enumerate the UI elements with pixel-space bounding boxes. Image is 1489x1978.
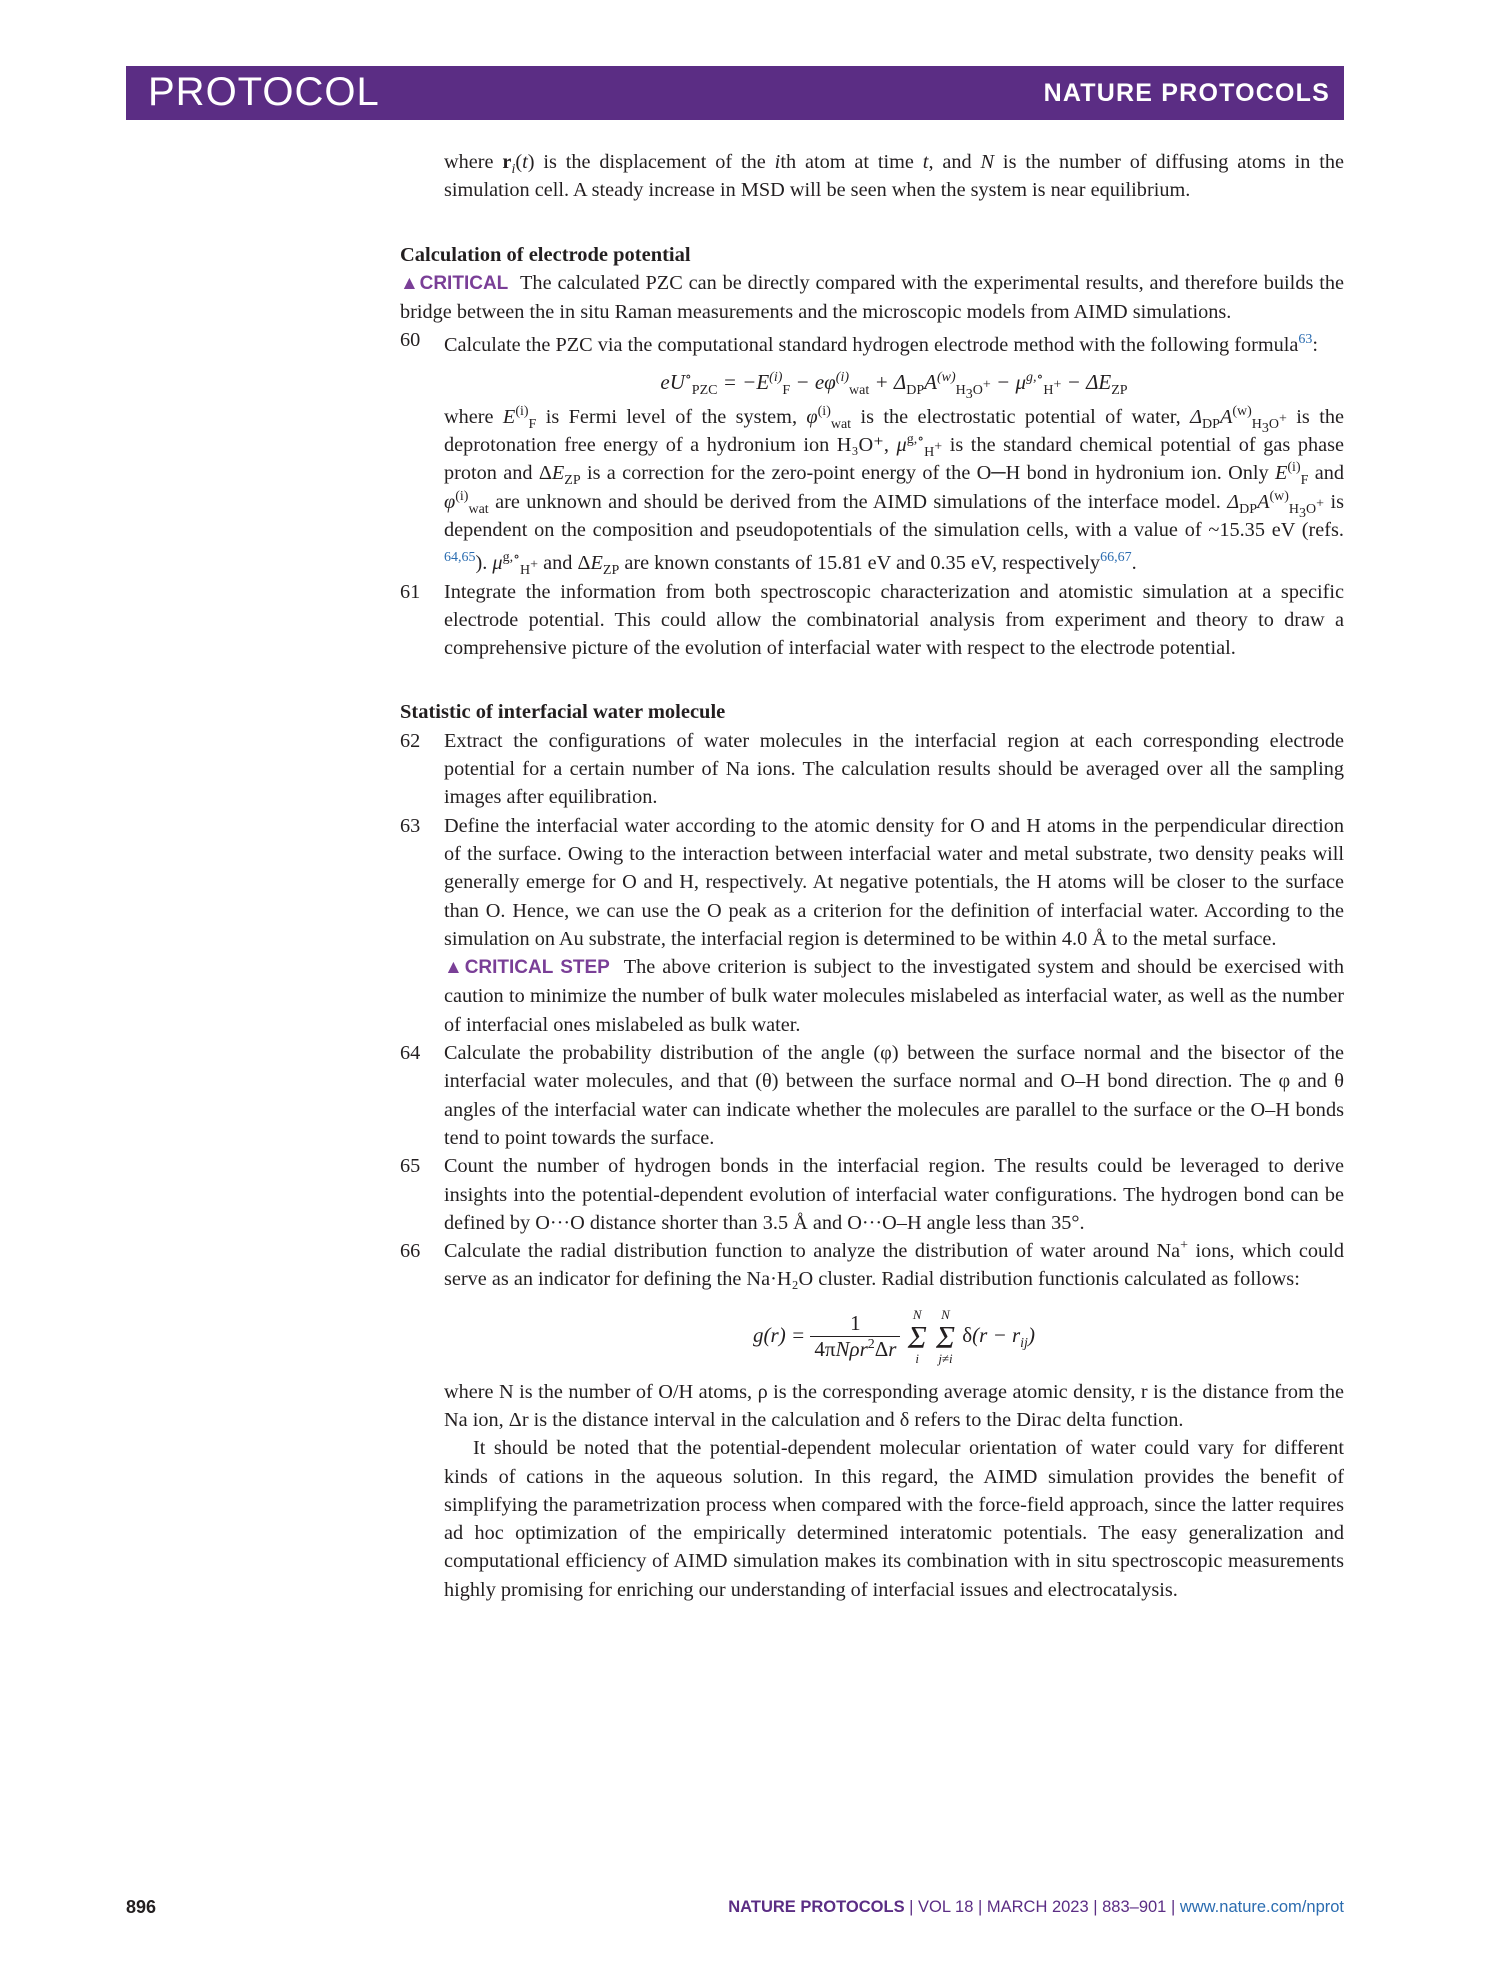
critical-step-note (444, 953, 1344, 1039)
step-65 (400, 1152, 1344, 1237)
step-61 (400, 578, 1344, 663)
step-62 (400, 727, 1344, 812)
step-number: 63 (400, 814, 421, 837)
step-text: Extract the configurations of water molecules in the interfacial region at each corresponding electrode potential for a certain number of Na ions. The calculation results should be averaged over all the sampling images after equilibration. (444, 729, 1344, 809)
critical-text: The calculated PZC can be directly compared with the experimental results, and therefore builds the bridge between the in situ Raman measurements and the microscopic models from AIMD simulations. (400, 271, 1345, 324)
step-number: 61 (400, 580, 421, 603)
header-banner (126, 66, 1344, 120)
critical-step-text: The above criterion is subject to the investigated system and should be exercised with caution to minimize the number of bulk water molecules mislabeled as interfacial water, as well as the number of interfacial ones mislabeled as bulk water. (444, 956, 1345, 1036)
step-text: Calculate the radial distribution function to analyze the distribution of water around Na+ ions, which could serve as an indicator for defining the Na·H₂O cluster. Radial distribution functionis calculated as follows: (444, 1238, 1344, 1291)
rdf-equation: g(r) = $\frac{1}{4\pi N\rho r^2\Delta r}$ N Σ i N Σ j≠i $\delta(r - r_{ij})$ (753, 1306, 1035, 1366)
critical-note (400, 269, 1344, 327)
intro-paragraph: where $r_i(t)$ is the displacement of the ith atom at time t, and N is the number of diffusing atoms in the simulation cell. A steady increase in MSD will be seen when the system is near equilibrium. (444, 151, 1345, 202)
step-text: Calculate the probability distribution of the angle (φ) between the surface normal and the bisector of the interfacial water molecules, and that (θ) between the surface normal and O–H bond direction. The φ and θ angles of the interfacial water can indicate whether the molecules are parallel to the surface or the O–H bonds tend to point towards the surface. (444, 1042, 1344, 1149)
step-66 (400, 1237, 1344, 1604)
step-text: Integrate the information from both spectroscopic characterization and atomistic simulation at a specific electrode potential. This could allow the combinatorial analysis from experiment and theory to draw a comprehensive picture of the evolution of interfacial water with respect to the electrode potential. (444, 580, 1344, 660)
section-heading-interfacial-water: Statistic of interfacial water molecule (400, 701, 726, 724)
critical-label: ▲CRITICAL (400, 272, 509, 294)
footer-url-link[interactable]: www.nature.com/nprot (1179, 1898, 1344, 1916)
footer-journal-name: NATURE PROTOCOLS (728, 1898, 905, 1916)
closing-paragraph: It should be noted that the potential-dependent molecular orientation of water could vary for different kinds of cations in the aqueous solution. In this regard, the AIMD simulation provides the benefit of simplifying the parametrization process when compared with the force-field approach, since the latter requires ad hoc optimization of the empirically determined interatomic potentials. The easy generalization and computational efficiency of AIMD simulation makes its combination with in situ spectroscopic measurements highly promising for enriching our understanding of interfacial issues and electrocatalysis. (444, 1437, 1344, 1601)
pzc-equation: $eU^\circ_{PZC} = -E^{(i)}_F - e\varphi^{(i)}_{wat} + \Delta_{DP}A^{(w)}_{H_3O^+} - \mu^{g,\circ}_{H^+} - \Delta E_{ZP}$ (660, 369, 1128, 402)
step-63 (400, 812, 1344, 1039)
step-number: 65 (400, 1155, 421, 1178)
section-heading-electrode-potential: Calculation of electrode potential (400, 243, 691, 266)
step-text: Calculate the PZC via the computational standard hydrogen electrode method with the following formula (444, 334, 1299, 357)
section-label: PROTOCOL (148, 70, 380, 114)
footer-pages: 883–901 (1102, 1898, 1167, 1916)
journal-label: NATURE PROTOCOLS (1043, 79, 1330, 107)
page-number: 896 (126, 1897, 157, 1917)
step-number: 60 (400, 329, 421, 352)
step-text: Define the interfacial water according to the atomic density for O and H atoms in the perpendicular direction of the surface. Owing to the interaction between interfacial water and metal substrate, two density peaks will generally emerge for O and H, respectively. At negative potentials, the H atoms will be closer to the surface than O. Hence, we can use the O peak as a criterion for the definition of interfacial water. According to the simulation on Au substrate, the interfacial region is determined to be within 4.0 Å to the metal surface. (444, 814, 1344, 950)
step-number: 66 (400, 1240, 421, 1263)
critical-step-label: ▲CRITICAL STEP (444, 957, 610, 979)
footer-volume: VOL 18 (918, 1898, 974, 1916)
step-64 (400, 1039, 1344, 1152)
rdf-explanation: where N is the number of O/H atoms, ρ is the corresponding average atomic density, r is the distance from the Na ion, Δr is the distance interval in the calculation and δ refers to the Dirac delta function. (444, 1380, 1344, 1431)
reference-link[interactable]: 66,67 (1100, 550, 1132, 566)
reference-link[interactable]: 63 (1298, 332, 1313, 348)
footer-citation: NATURE PROTOCOLS | VOL 18 | MARCH 2023 | 883–901 | www.nature.com/nprot (728, 1898, 1344, 1916)
step-number: 64 (400, 1042, 421, 1065)
footer-date: MARCH 2023 (986, 1898, 1089, 1916)
step-60: 60 Calculate the PZC via the computational standard hydrogen electrode method with the following formula$^{63}$: $eU^\circ_{PZC} = -E^{(i)}_F - e\varphi^{(i)}_{wat} + \Delta_{DP}A^{(w)}_{H_3O^+} - \mu^{g,\circ}_{H^+} - \Delta E_{ZP}$ where $E^{(i)}_F$ is Fermi level of the system, $\varphi^{(i)}_{wat}$ is the electrostatic potential of water, $\Delta_{DP}A^{(w)}_{H_3O^+}$ is the deprotonation free energy of a hydronium ion H₃O⁺, $\mu^{g,\circ}_{H^+}$ is the standard chemical potential of gas phase proton and $\Delta E_{ZP}$ is a correction for the zero-point energy of the O─H bond in hydronium ion. Only $E^{(i)}_F$ and $\varphi^{(i)}_{wat}$ are unknown and should be derived from the AIMD simulations of the interface model. $\Delta_{DP}A^{(w)}_{H_3O^+}$ is dependent on the composition and pseudopotentials of the simulation cells, with a value of ~15.35 eV (refs. $^{64,65}$). $\mu^{g,\circ}_{H^+}$ and $\Delta E_{ZP}$ are known constants of 15.81 eV and 0.35 eV, respectively$^{66,67}$. (400, 326, 1344, 577)
step-text: Count the number of hydrogen bonds in the interfacial region. The results could be leveraged to derive insights into the potential-dependent evolution of interfacial water configurations. The hydrogen bond can be defined by O···O distance shorter than 3.5 Å and O···O–H angle less than 35°. (444, 1155, 1344, 1234)
step-number: 62 (400, 729, 421, 752)
main-content (400, 148, 1344, 1604)
equation-explanation: where $E^{(i)}_F$ is Fermi level of the system, $\varphi^{(i)}_{wat}$ is the electrostatic potential of water, $\Delta_{DP}A^{(w)}_{H_3O^+}$ is the deprotonation free energy of a hydronium ion H₃O⁺, $\mu^{g,\circ}_{H^+}$ is the standard chemical potential of gas phase proton and $\Delta E_{ZP}$ is a correction for the zero-point energy of the O─H bond in hydronium ion. Only $E^{(i)}_F$ and $\varphi^{(i)}_{wat}$ are unknown and should be derived from the AIMD simulations of the interface model. $\Delta_{DP}A^{(w)}_{H_3O^+}$ is dependent on the composition and pseudopotentials of the simulation cells, with a value of ~15.35 eV (refs. $^{64,65}$). $\mu^{g,\circ}_{H^+}$ and $\Delta E_{ZP}$ are known constants of 15.81 eV and 0.35 eV, respectively$^{66,67}$. (444, 404, 1345, 579)
reference-link[interactable]: 64,65 (444, 550, 476, 566)
